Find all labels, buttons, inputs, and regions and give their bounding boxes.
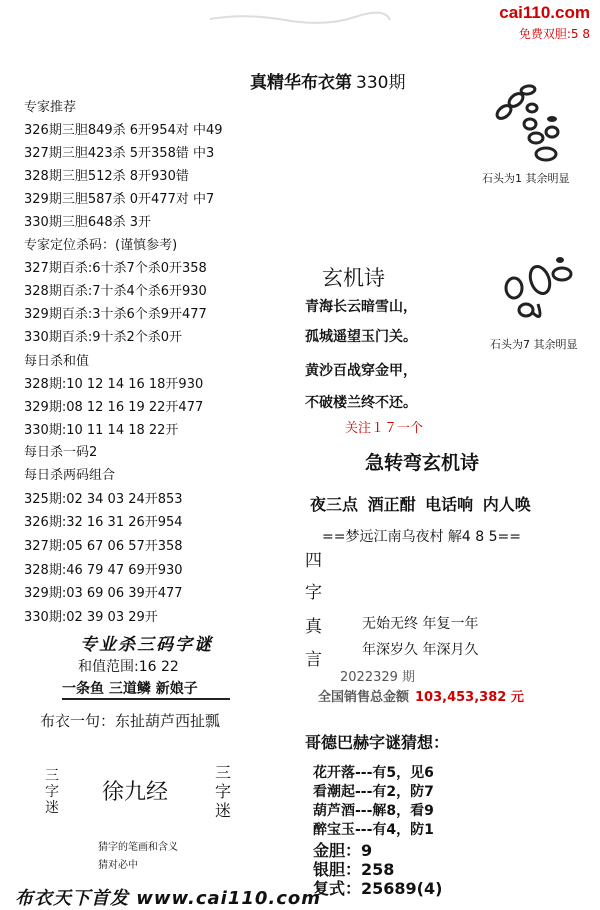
chain-stone-image-1: [490, 84, 580, 170]
one-line-riddle: 布衣一句：东扯葫芦西扯瓢: [40, 712, 221, 730]
site-logo[interactable]: cai110.com: [499, 3, 590, 22]
footer-banner[interactable]: 布衣天下首发 www.cai110.com: [15, 888, 322, 909]
godel-line: 醉宝玉---有4，防1: [313, 822, 434, 838]
four-words-char: 言: [305, 650, 322, 670]
position-kill-line: 329期百杀:3十杀6个杀9开477: [24, 307, 207, 322]
daily-two-line: 329期:03 69 06 39开477: [24, 586, 183, 601]
chain-stone-image-7: [498, 252, 578, 332]
riddle-name: 徐九经: [102, 780, 169, 805]
daily-two-line: 326期:32 16 31 26开954: [24, 515, 183, 530]
godel-line: 花开落---有5，见6: [313, 765, 434, 781]
vertical-char: 字: [214, 782, 231, 801]
left-vertical-label: [44, 768, 60, 816]
title-text: 真精华布衣第: [250, 73, 352, 93]
daily-two-line: 325期:02 34 03 24开853: [24, 492, 183, 507]
free-tip: 免费双胆:5 8: [518, 27, 590, 41]
four-words-line: 无始无终 年复一年: [362, 616, 479, 632]
image-caption-7: 石头为7 其余明显: [490, 338, 578, 351]
daily-two-heading: 每日杀两码组合: [24, 468, 116, 483]
poem-title: 玄机诗: [322, 266, 385, 290]
four-words-char: 四: [305, 551, 322, 571]
silver-pick: 银胆：258: [313, 860, 395, 879]
sales-issue: 2022329 期: [340, 670, 416, 685]
riddle-hint: 猜字的笔画和含义: [98, 842, 178, 853]
divider: [62, 698, 230, 700]
twist-poem-title: 急转弯玄机诗: [365, 452, 480, 474]
sales-total: [318, 686, 524, 705]
position-kill-line: 328期百杀:7十杀4个杀6开930: [24, 284, 207, 299]
expert-line: 328期三胆512杀 8开930错: [24, 169, 189, 184]
expert-line: 330期三胆648杀 3开: [24, 215, 152, 230]
godel-line: 看潮起---有2，防7: [313, 784, 434, 800]
daily-two-line: 330期:02 39 03 29开: [24, 610, 158, 625]
godel-line: 葫芦酒---解8，看9: [313, 803, 434, 819]
sales-label: 全国销售总金额: [318, 690, 410, 705]
poem-line: 孤城遥望玉门关。: [305, 329, 417, 345]
fish-riddle: 一条鱼 三道鳞 新娘子: [62, 681, 198, 697]
pro-kill-title: 专业杀三码字谜: [80, 635, 213, 655]
compound-pick: 复式：25689(4): [313, 879, 443, 898]
four-words-char: 真: [305, 617, 322, 637]
daily-one-code: 每日杀一码2: [24, 445, 98, 460]
poem-line: 不破楼兰终不还。: [305, 395, 417, 411]
vertical-char: 迷: [45, 800, 59, 816]
vertical-char: 三: [214, 763, 231, 782]
image-caption-1: 石头为1 其余明显: [482, 172, 570, 185]
expert-line: 329期三胆587杀 0开477对 中7: [24, 192, 215, 207]
poem-line: 黄沙百战穿金甲，: [305, 363, 417, 379]
vertical-char: 迷: [214, 801, 231, 820]
position-kill-line: 327期百杀:6十杀7个杀0开358: [24, 261, 207, 276]
twist-riddle: 夜三点 酒正酣 电话响 内人唤: [310, 495, 531, 514]
daily-sum-line: 328期:10 12 14 16 18开930: [24, 377, 204, 392]
daily-sum-line: 330期:10 11 14 18 22开: [24, 423, 179, 438]
sum-range: 和值范围:16 22: [78, 659, 179, 675]
follow-tip: 关注１７一个: [345, 421, 424, 436]
sales-amount: 103,453,382 元: [415, 690, 524, 705]
page-title: [250, 68, 405, 93]
poem-line: 青海长云暗雪山，: [305, 299, 417, 315]
right-vertical-label: [214, 763, 232, 820]
godel-title: 哥德巴赫字谜猜想：: [305, 733, 450, 752]
vertical-char: 三: [45, 768, 59, 784]
vertical-char: 字: [45, 784, 59, 800]
daily-sum-heading: 每日杀和值: [24, 354, 90, 369]
gold-pick: 金胆：9: [313, 841, 373, 860]
expert-heading: 专家推荐: [24, 100, 77, 115]
daily-two-line: 327期:05 67 06 57开358: [24, 539, 183, 554]
daily-sum-line: 329期:08 12 16 19 22开477: [24, 400, 204, 415]
daily-two-line: 328期:46 79 47 69开930: [24, 563, 183, 578]
riddle-hint-2: 猜对必中: [98, 860, 138, 871]
faded-header-scribble: [205, 10, 395, 24]
title-issue: 330期: [356, 73, 406, 93]
position-kill-heading: 专家定位杀码：(谨慎参考): [24, 238, 178, 253]
position-kill-line: 330期百杀:9十杀2个杀0开: [24, 330, 183, 345]
mengyuan-line: ==梦远江南乌夜村 解4 8 5==: [322, 529, 521, 545]
expert-line: 327期三胆423杀 5开358错 中3: [24, 146, 215, 161]
four-words-char: 字: [305, 583, 322, 603]
expert-line: 326期三胆849杀 6开954对 中49: [24, 123, 223, 138]
four-words-line: 年深岁久 年深月久: [362, 642, 479, 658]
